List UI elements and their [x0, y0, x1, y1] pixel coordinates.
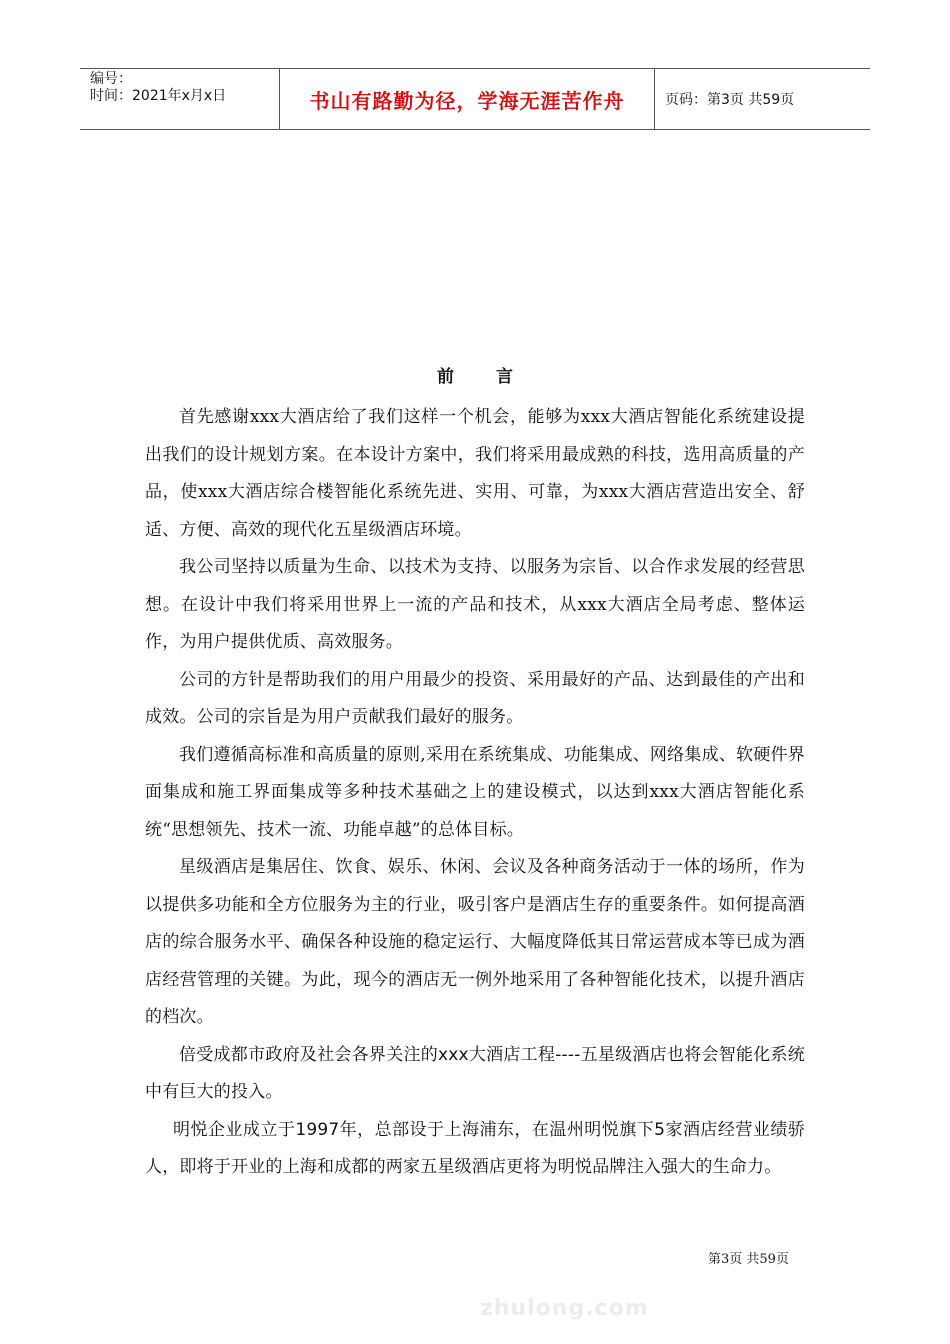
number-label: 编号：	[90, 71, 132, 87]
paragraph: 公司的方针是帮助我们的用户用最少的投资、采用最好的产品、达到最佳的产出和成效。公司的宗旨是为用户贡献我们最好的服务。	[145, 669, 805, 727]
paragraph: 倍受成都市政府及社会各界关注的xxx大酒店工程----五星级酒店也将会智能化系统中有巨大的投入。	[145, 1044, 805, 1102]
paragraph: 首先感谢xxx大酒店给了我们这样一个机会，能够为xxx大酒店智能化系统建设提出我们的设计规划方案。在本设计方案中，我们将采用最成熟的科技，选用高质量的产品，使xxx大酒店综合楼智能化系统先进、实用、可靠，为xxx大酒店营造出安全、舒适、方便、高效的现代化五星级酒店环境。	[145, 407, 805, 540]
paragraph: 明悦企业成立于1997年，总部设于上海浦东，在温州明悦旗下5家酒店经营业绩骄人，即将于开业的上海和成都的两家五星级酒店更将为明悦品牌注入强大的生命力。	[145, 1119, 805, 1177]
header-page-info: 页码：第3页 共59页	[665, 92, 795, 108]
header-meta	[80, 69, 280, 129]
watermark: zhulong.com	[480, 1296, 649, 1321]
document-body	[145, 362, 805, 1187]
time-label: 时间：2021年x月x日	[90, 88, 227, 104]
page-header	[80, 68, 870, 130]
page-footer: 第3页 共59页	[708, 1252, 789, 1267]
paragraph: 我们遵循高标准和高质量的原则,采用在系统集成、功能集成、网络集成、软硬件界面集成和施工界面集成等多种技术基础之上的建设模式，以达到xxx大酒店智能化系统“思想领先、技术一流、功能卓越”的总体目标。	[145, 744, 805, 840]
document-title: 前 言	[437, 367, 531, 387]
paragraph: 星级酒店是集居住、饮食、娱乐、休闲、会议及各种商务活动于一体的场所，作为以提供多功能和全方位服务为主的行业，吸引客户是酒店生存的重要条件。如何提高酒店的综合服务水平、确保各种设施的稳定运行、大幅度降低其日常运营成本等已成为酒店经营管理的关键。为此，现今的酒店无一例外地采用了各种智能化技术，以提升酒店的档次。	[145, 857, 805, 1027]
paragraph: 我公司坚持以质量为生命、以技术为支持、以服务为宗旨、以合作求发展的经营思想。在设计中我们将采用世界上一流的产品和技术，从xxx大酒店全局考虑、整体运作，为用户提供优质、高效服务。	[145, 557, 805, 652]
header-motto: 书山有路勤为径，学海无涯苦作舟	[280, 69, 655, 129]
